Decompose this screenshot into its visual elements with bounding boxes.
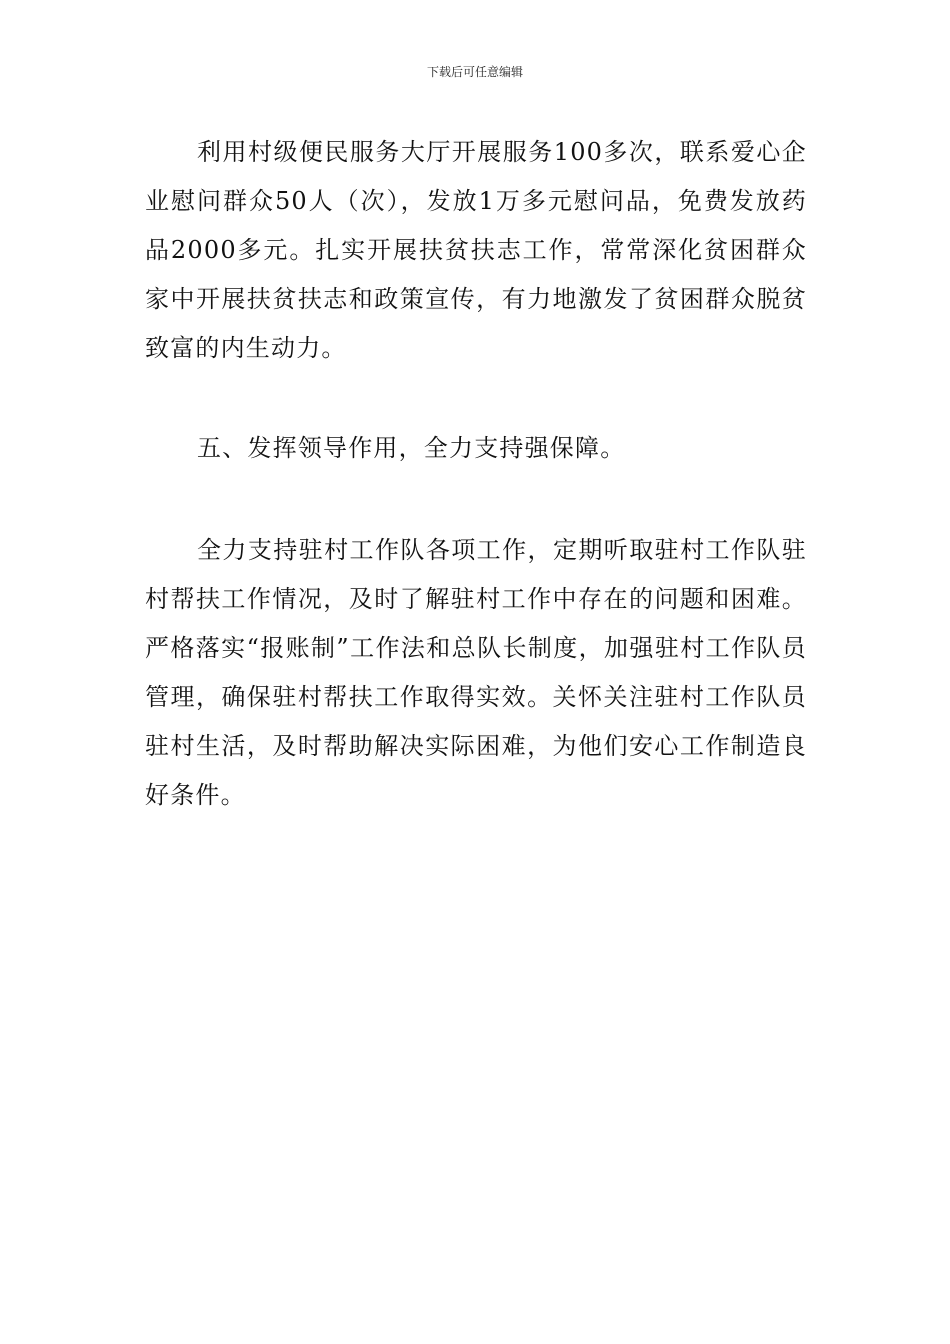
paragraph-service-summary: 利用村级便民服务大厅开展服务100多次，联系爱心企业慰问群众50人（次），发放1万多元慰问品，免费发放药品2000多元。扎实开展扶贫扶志工作，常常深化贫困群众家中开展扶贫扶志和政策宣传，有力地激发了贫困群众脱贫致富的内生动力。 [145, 138, 807, 362]
section-heading-leadership: 五、发挥领导作用，全力支持强保障。 [197, 434, 626, 462]
page-header-note: 下载后可任意编辑 [426, 65, 523, 79]
paragraph-support-measures: 全力支持驻村工作队各项工作，定期听取驻村工作队驻村帮扶工作情况，及时了解驻村工作中存在的问题和困难。严格落实“报账制”工作法和总队长制度，加强驻村工作队员管理，确保驻村帮扶工作取得实效。关怀关注驻村工作队员驻村生活，及时帮助解决实际困难，为他们安心工作制造良好条件。 [145, 536, 807, 809]
